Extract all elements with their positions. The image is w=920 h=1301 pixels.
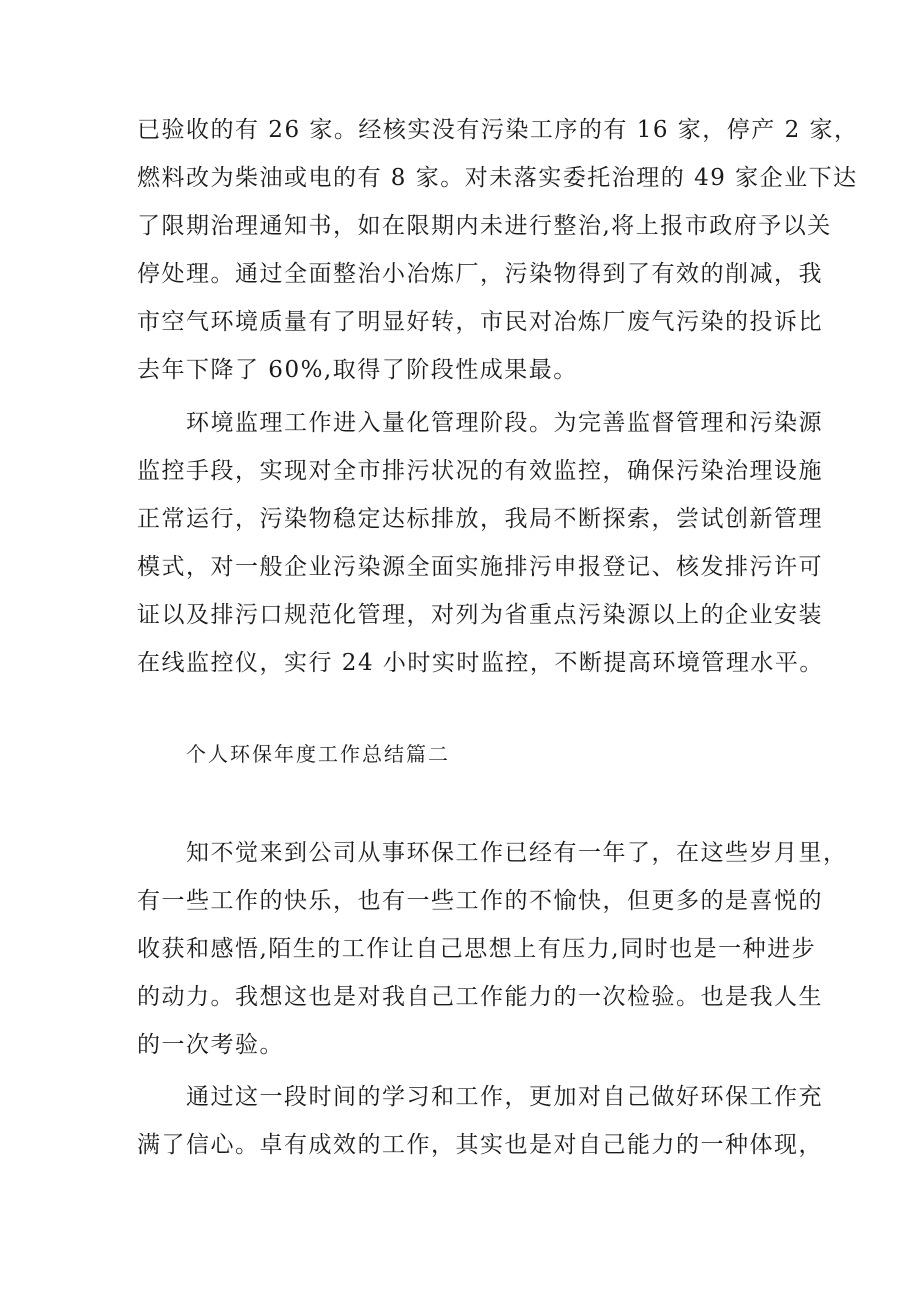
paragraph-line: 通过这一段时间的学习和工作，更加对自己做好环保工作充 xyxy=(186,1084,823,1110)
paragraph-line: 燃料改为柴油或电的有 8 家。对未落实委托治理的 49 家企业下达 xyxy=(137,165,858,191)
section-heading: 个人环保年度工作总结篇二 xyxy=(186,742,450,766)
paragraph-line: 去年下降了 60%,取得了阶段性成果最。 xyxy=(137,357,578,383)
paragraph-line: 收获和感悟,陌生的工作让自己思想上有压力,同时也是一种进步 xyxy=(137,936,817,962)
paragraph-line: 满了信心。卓有成效的工作，其实也是对自己能力的一种体现， xyxy=(137,1132,823,1158)
paragraph-line: 环境监理工作进入量化管理阶段。为完善监督管理和污染源 xyxy=(186,410,823,436)
paragraph-line: 的动力。我想这也是对我自己工作能力的一次检验。也是我人生 xyxy=(137,984,823,1010)
paragraph-line: 证以及排污口规范化管理，对列为省重点污染源以上的企业安装 xyxy=(137,602,823,628)
paragraph-line: 已验收的有 26 家。经核实没有污染工序的有 16 家，停产 2 家， xyxy=(137,117,859,143)
paragraph-line: 停处理。通过全面整治小冶炼厂，污染物得到了有效的削减，我 xyxy=(137,261,823,287)
paragraph-line: 市空气环境质量有了明显好转，市民对冶炼厂废气污染的投诉比 xyxy=(137,309,823,335)
paragraph-line: 的一次考验。 xyxy=(137,1032,284,1058)
paragraph-line: 有一些工作的快乐，也有一些工作的不愉快，但更多的是喜悦的 xyxy=(137,888,823,914)
paragraph-line: 模式，对一般企业污染源全面实施排污申报登记、核发排污许可 xyxy=(137,554,823,580)
paragraph-line: 正常运行，污染物稳定达标排放，我局不断探索，尝试创新管理 xyxy=(137,506,823,532)
paragraph-line: 了限期治理通知书，如在限期内未进行整治,将上报市政府予以关 xyxy=(137,213,832,239)
paragraph-line: 在线监控仪，实行 24 小时实时监控，不断提高环境管理水平。 xyxy=(137,650,824,676)
paragraph-line: 知不觉来到公司从事环保工作已经有一年了，在这些岁月里， xyxy=(186,840,848,866)
paragraph-line: 监控手段，实现对全市排污状况的有效监控，确保污染治理设施 xyxy=(137,458,823,484)
